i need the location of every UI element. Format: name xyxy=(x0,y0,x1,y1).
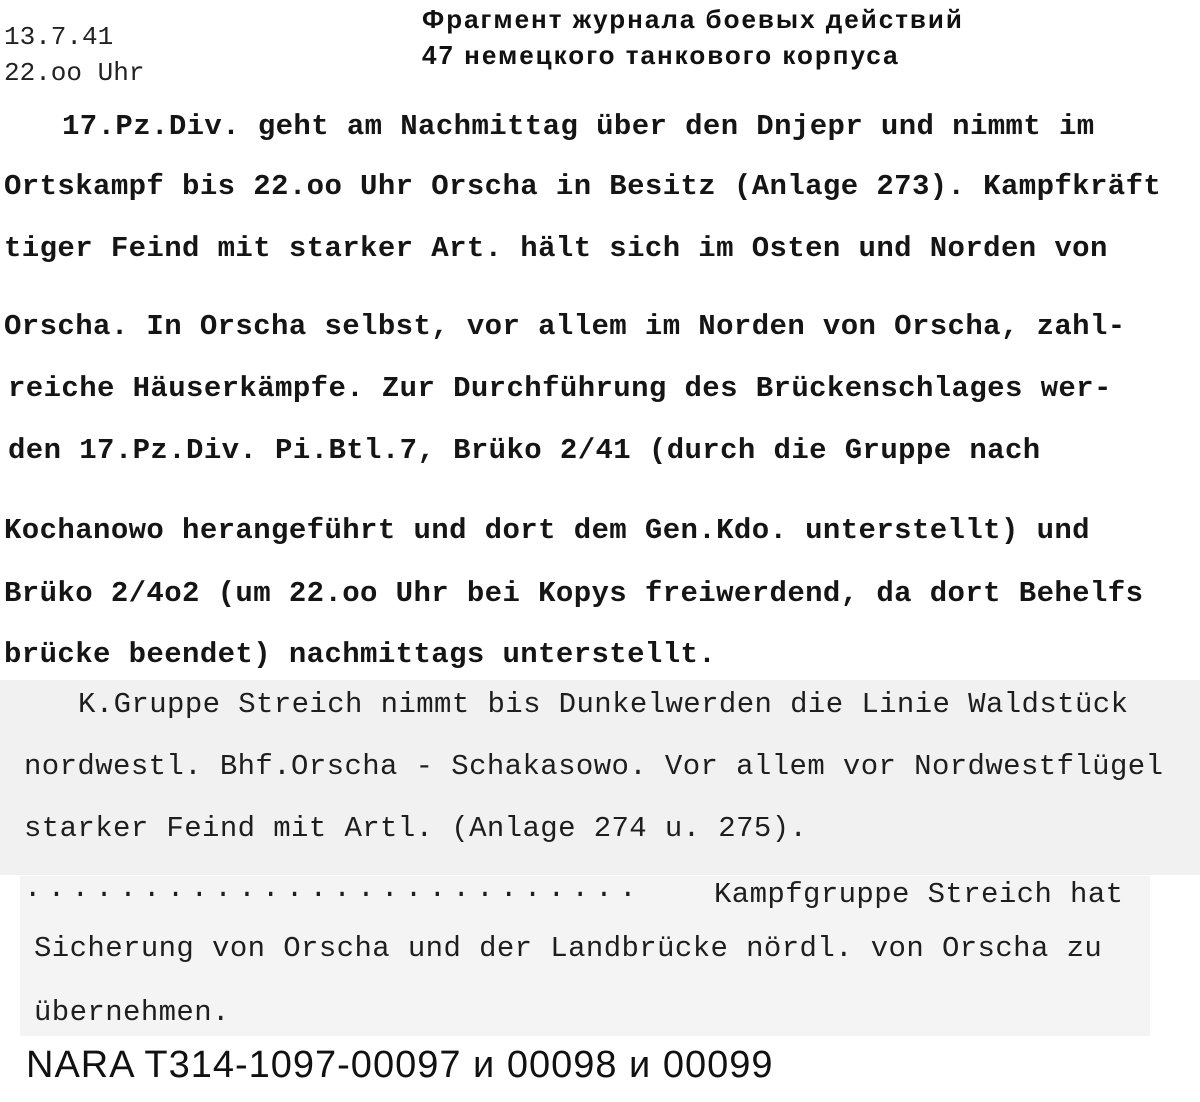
text-line: Kochanowo herangeführt und dort dem Gen.Kdo. unterstellt) und xyxy=(4,514,1090,547)
text-line: Orscha. In Orscha selbst, vor allem im Norden von Orscha, zahl- xyxy=(4,310,1126,343)
text-line: Kampfgruppe Streich hat xyxy=(714,878,1124,911)
text-line: tiger Feind mit starker Art. hält sich im Osten und Norden von xyxy=(4,232,1108,265)
document-caption-line-2: 47 немецкого танкового корпуса xyxy=(422,40,900,70)
text-line: 17.Pz.Div. geht am Nachmittag über den Dnjepr und nimmt im xyxy=(62,110,1095,143)
entry-time: 22.oo Uhr xyxy=(4,58,145,88)
text-line: Sicherung von Orscha und der Landbrücke nördl. von Orscha zu xyxy=(34,932,1103,965)
document-caption-line-1: Фрагмент журнала боевых действий xyxy=(422,4,964,34)
archive-source-reference: NARA T314-1097-00097 и 00098 и 00099 xyxy=(26,1044,774,1086)
text-line: übernehmen. xyxy=(34,996,230,1029)
text-line: brücke beendet) nachmittags unterstellt. xyxy=(4,638,717,671)
text-line: Ortskampf bis 22.oo Uhr Orscha in Besitz (Anlage 273). Kampfkräft xyxy=(4,170,1162,203)
text-line: K.Gruppe Streich nimmt bis Dunkelwerden die Linie Waldstück xyxy=(78,688,1129,721)
text-line: reiche Häuserkämpfe. Zur Durchführung des Brückenschlages wer- xyxy=(8,372,1112,405)
text-line: den 17.Pz.Div. Pi.Btl.7, Brüko 2/41 (durch die Gruppe nach xyxy=(8,434,1041,467)
entry-date: 13.7.41 xyxy=(4,22,114,52)
text-line: nordwestl. Bhf.Orscha - Schakasowo. Vor allem vor Nordwestflügel xyxy=(24,750,1164,783)
text-line: Brüko 2/4o2 (um 22.oo Uhr bei Kopys freiwerdend, da dort Behelfs xyxy=(4,577,1144,610)
text-line: starker Feind mit Artl. (Anlage 274 u. 275). xyxy=(24,812,808,845)
dotted-leader: .......................... xyxy=(24,872,643,905)
